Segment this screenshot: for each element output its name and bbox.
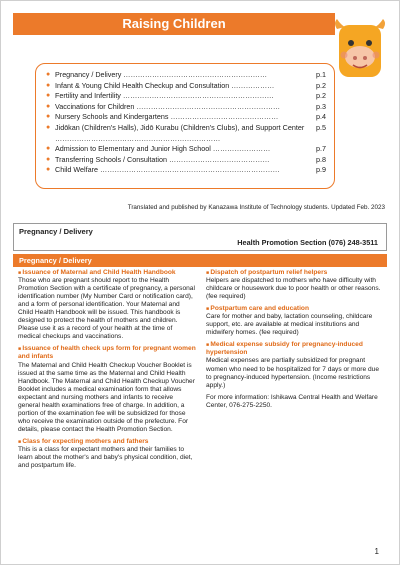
section-contact: Health Promotion Section (076) 248-3511 xyxy=(237,238,378,247)
toc-bullet-icon: ● xyxy=(46,166,51,174)
subsection-heading: ■ Postpartum care and education xyxy=(206,305,384,313)
toc-item[interactable]: ● Pregnancy / Delivery …………………………………………………… p.1 xyxy=(46,70,326,79)
toc-item[interactable]: ● Admission to Elementary and Junior High School …………………… p.7 xyxy=(46,144,326,154)
toc-bullet-icon: ● xyxy=(46,113,51,121)
section-title: Pregnancy / Delivery xyxy=(19,227,93,236)
toc-item[interactable]: ● Vaccinations for Children …………………………………………………… p.3 xyxy=(46,101,326,111)
paragraph: This is a class for expectant mothers and their families to learn about the mother's and baby's physical condition, diet, and postpartum life. xyxy=(18,445,193,470)
left-column xyxy=(18,269,196,474)
paragraph: For more information: Ishikawa Central Health and Welfare Center, 076-275-2250. xyxy=(206,393,378,409)
subsection-heading: ■ Class for expecting mothers and fathers xyxy=(18,438,196,446)
subsection-heading: ■ Dispatch of postpartum relief helpers xyxy=(206,269,384,277)
paragraph: Care for mother and baby, lactation counseling, childcare support, etc. are available at medical institutions and midwifery homes. (fee required) xyxy=(206,313,373,337)
subsection-heading: ■ Medical expense subsidy for pregnancy-induced hypertension xyxy=(206,341,384,357)
paragraph: Helpers are dispatched to mothers who have difficulty with childcare or housework due to poor health or other reasons. (fee required) xyxy=(206,277,381,301)
subsection-heading: ■ Issuance of health check ups form for pregnant women and infants xyxy=(18,345,196,361)
subsection-heading: ■ Issuance of Maternal and Child Health Handbook xyxy=(18,269,196,277)
toc-item[interactable]: ● Child Welfare ………………………………………………………………… p.9 xyxy=(46,165,326,175)
toc-bullet-icon: ● xyxy=(46,92,51,100)
cow-mascot-icon xyxy=(331,15,389,81)
section-header-box xyxy=(13,223,387,251)
paragraph: The Maternal and Child Health Checkup Voucher Booklet is issued at the same time as the Maternal and Child Health Handbook. The Maternal and Child Health Checkup Voucher Booklet includes a medical examination form that allows expectant and nursing mothers and infants to receive general health examinations free of charge. In addition, a portion of the examination fee will be subsidized for those who receive the examination outside of the prefecture. For details, please contact the Health Promotion Section. xyxy=(18,361,195,433)
toc-bullet-icon: ● xyxy=(46,81,51,89)
credit-line: Translated and published by Kanazawa Institute of Technology students. Updated Feb. 2023 xyxy=(127,204,385,211)
toc-item[interactable]: ● Nursery Schools and Kindergartens ……………………………………… p.4 xyxy=(46,112,326,122)
paragraph: Those who are pregnant should report to the Health Promotion Section with a certificate of pregnancy, a personal identification number (My Number Card or notification card), and a form of personal identification. Your Maternal and Child Health Handbook will be issued. This handbook is designed to protect the health of mothers and children. Please use it as a record of your health at the time of medical checkups and vaccinations. xyxy=(18,277,195,341)
toc-item[interactable]: ● Jidōkan (Children's Halls), Jidō Kurabu (Children's Clubs), and Support Center …………………………………………………………… p.5 xyxy=(46,122,326,143)
page-title: Raising Children xyxy=(13,13,335,35)
toc-bullet-icon: ● xyxy=(46,71,51,78)
toc-item[interactable]: ● Fertility and Infertility ……………………………………………………… p.2 xyxy=(46,91,326,101)
page-number: 1 xyxy=(374,547,379,556)
right-column xyxy=(206,269,384,414)
toc-bullet-icon: ● xyxy=(46,123,51,131)
table-of-contents xyxy=(35,63,335,189)
toc-item[interactable]: ● Infant & Young Child Health Checkup and Consultation ……………… p.2 xyxy=(46,80,326,90)
toc-bullet-icon: ● xyxy=(46,145,51,153)
paragraph: Medical expenses are partially subsidized for pregnant women who need to be hospitalized for 7 days or more due to pregnancy-induced hypertension. (Income restrictions apply.) xyxy=(206,357,380,389)
section-bar: Pregnancy / Delivery xyxy=(13,254,387,267)
toc-bullet-icon: ● xyxy=(46,102,51,110)
toc-bullet-icon: ● xyxy=(46,155,51,163)
toc-item[interactable]: ● Transferring Schools / Consultation …………………………………… p.8 xyxy=(46,154,326,164)
